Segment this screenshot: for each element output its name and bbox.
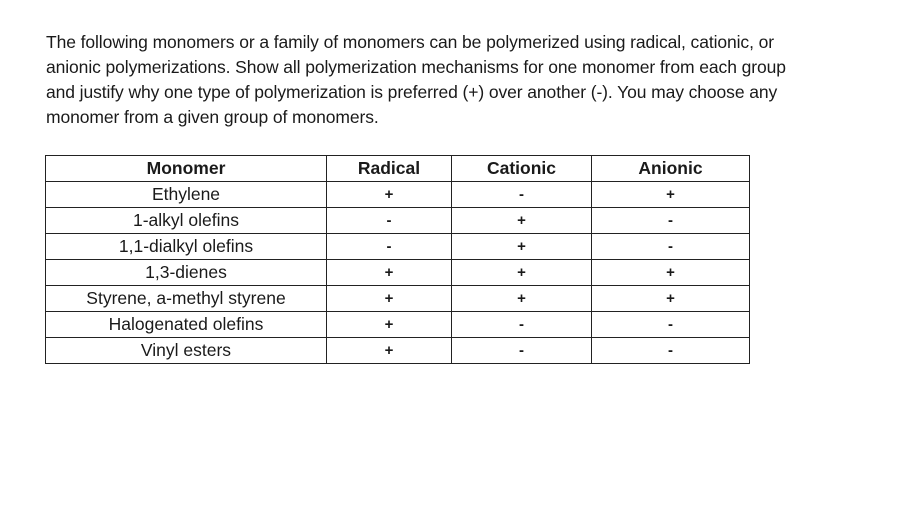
table-header-row: [46, 156, 750, 182]
cationic-cell: +: [452, 234, 592, 260]
anionic-cell: +: [592, 260, 750, 286]
table-row: [46, 312, 750, 338]
cationic-cell: +: [452, 208, 592, 234]
radical-cell: +: [327, 312, 452, 338]
polymerization-table: [45, 155, 750, 364]
monomer-cell: Vinyl esters: [46, 338, 327, 364]
table-row: [46, 338, 750, 364]
cationic-cell: +: [452, 286, 592, 312]
radical-cell: -: [327, 234, 452, 260]
prompt-line: anionic polymerizations. Show all polymerization mechanisms for one monomer from each group: [46, 57, 786, 77]
anionic-cell: -: [592, 338, 750, 364]
table-row: [46, 260, 750, 286]
header-cationic: Cationic: [452, 156, 592, 182]
monomer-cell: Styrene, a-methyl styrene: [46, 286, 327, 312]
anionic-cell: -: [592, 208, 750, 234]
prompt-line: monomer from a given group of monomers.: [46, 107, 379, 127]
table-row: [46, 208, 750, 234]
question-prompt: [46, 30, 876, 130]
monomer-cell: Halogenated olefins: [46, 312, 327, 338]
monomer-cell: 1-alkyl olefins: [46, 208, 327, 234]
monomer-cell: Ethylene: [46, 182, 327, 208]
cationic-cell: -: [452, 338, 592, 364]
prompt-line: and justify why one type of polymerization is preferred (+) over another (-). You may choose any: [46, 82, 778, 102]
radical-cell: +: [327, 182, 452, 208]
radical-cell: +: [327, 286, 452, 312]
header-monomer: Monomer: [46, 156, 327, 182]
anionic-cell: +: [592, 182, 750, 208]
cationic-cell: -: [452, 312, 592, 338]
table-row: [46, 234, 750, 260]
anionic-cell: +: [592, 286, 750, 312]
header-anionic: Anionic: [592, 156, 750, 182]
header-radical: Radical: [327, 156, 452, 182]
radical-cell: +: [327, 260, 452, 286]
prompt-line: The following monomers or a family of monomers can be polymerized using radical, cationic, or: [46, 32, 774, 52]
monomer-cell: 1,1-dialkyl olefins: [46, 234, 327, 260]
table-row: [46, 182, 750, 208]
radical-cell: -: [327, 208, 452, 234]
anionic-cell: -: [592, 234, 750, 260]
anionic-cell: -: [592, 312, 750, 338]
radical-cell: +: [327, 338, 452, 364]
table-row: [46, 286, 750, 312]
monomer-cell: 1,3-dienes: [46, 260, 327, 286]
cationic-cell: +: [452, 260, 592, 286]
cationic-cell: -: [452, 182, 592, 208]
